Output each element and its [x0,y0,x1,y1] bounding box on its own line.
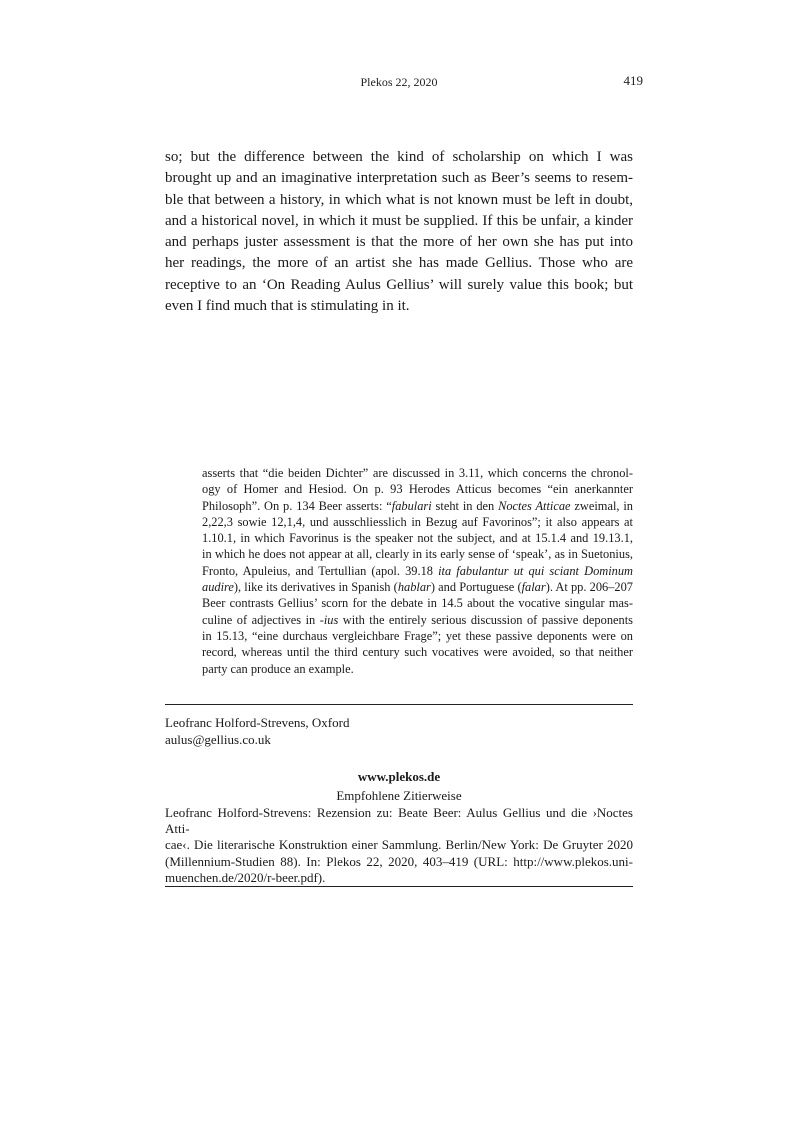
footnote-line: 1.10.1, in which Favorinus is the speaker not the subject, and at 15.1.4 and 19.13.1, [202,531,633,546]
footnote-line: Fronto, Apuleius, and Tertullian (apol. 39.18 ita fabulantur ut qui sciant Dominum [202,563,633,578]
footnote-italic: hablar [397,580,431,595]
footnote-line: audire), like its derivatives in Spanish (hablar) and Portuguese (falar). At pp. 206–207 [202,580,634,595]
body-line: so; but the difference between the kind of scholarship on which I was [165,149,633,165]
running-head: Plekos 22, 2020 [360,75,438,89]
citation-heading: Empfohlene Zitierweise [336,788,462,803]
footnote-line: ogy of Homer and Hesiod. On p. 93 Herodes Atticus becomes “ein anerkannter [202,482,633,497]
body-line: ble that between a history, in which what is not known must be left in doubt, [165,191,633,208]
body-line: brought up and an imaginative interpretation such as Beer’s seems to resem- [165,170,633,187]
footnote-italic: ita fabulantur ut qui sciant Dominum [438,563,633,578]
footnote-italic: falar [521,580,546,595]
citation-line: (Millennium-Studien 88). In: Plekos 22, 2020, 403–419 (URL: http://www.plekos.uni- [165,853,633,869]
body-line: and perhaps juster assessment is that the more of her own she has put into [165,234,633,251]
footnote-line: record, whereas until the third century such vocatives were avoided, so that neither [202,645,633,660]
footnote-italic: Noctes Atticae [498,498,571,513]
footnote-line: asserts that “die beiden Dichter” are discussed in 3.11, which concerns the chronol- [202,466,633,480]
footnote-italic: audire [202,580,234,595]
body-line: her readings, the more of an artist she has made Gellius. Those who are [165,255,633,272]
citation-line: Leofranc Holford-Strevens: Rezension zu: Beate Beer: Aulus Gellius und die ›Noctes Atti- [165,805,633,837]
divider-rule [165,886,633,887]
body-line: receptive to an ‘On Reading Aulus Gellius’ will surely value this book; but [165,276,633,293]
author-block [165,714,633,748]
divider-rule [165,704,633,705]
footnote-line: culine of adjectives in -ius with the entirely serious discussion of passive deponents [202,612,633,627]
page-number: 419 [623,73,643,88]
footnote [202,465,633,677]
footnote-italic: -ius [319,612,339,627]
citation-line: muenchen.de/2020/r-beer.pdf). [165,869,326,885]
author-email: aulus@gellius.co.uk [165,732,271,747]
author-name: Leofranc Holford-Strevens, Oxford [165,715,350,730]
body-line: even I find much that is stimulating in it. [165,298,410,315]
footnote-italic: fabulari [391,498,432,513]
footnote-line: Beer contrasts Gellius’ scorn for the debate in 14.5 about the vocative singular mas- [202,596,633,611]
footnote-line: in which he does not appear at all, clearly in its early sense of ‘speak’, as in Suetonius, [202,547,633,562]
footnote-line: Philosoph”. On p. 134 Beer asserts: “fabulari steht in den Noctes Atticae zweimal, in [202,498,633,513]
footnote-line: 2,22,3 sowie 12,1,4, und ausschliesslich in Bezug auf Favorinos”; it also appears at [202,514,633,529]
citation-text [165,805,633,886]
footnote-line: party can produce an example. [202,661,354,676]
body-paragraph [165,147,633,317]
body-line: and a historical novel, in which it must be supplied. If this be unfair, a kinder [165,212,633,229]
footnote-line: in 15.13, “eine durchaus vergleichbare Frage”; yet these passive deponents were on [202,628,633,643]
site-link[interactable]: www.plekos.de [357,769,441,784]
citation-line: cae‹. Die literarische Konstruktion einer Sammlung. Berlin/New York: De Gruyter 2020 [165,837,633,853]
